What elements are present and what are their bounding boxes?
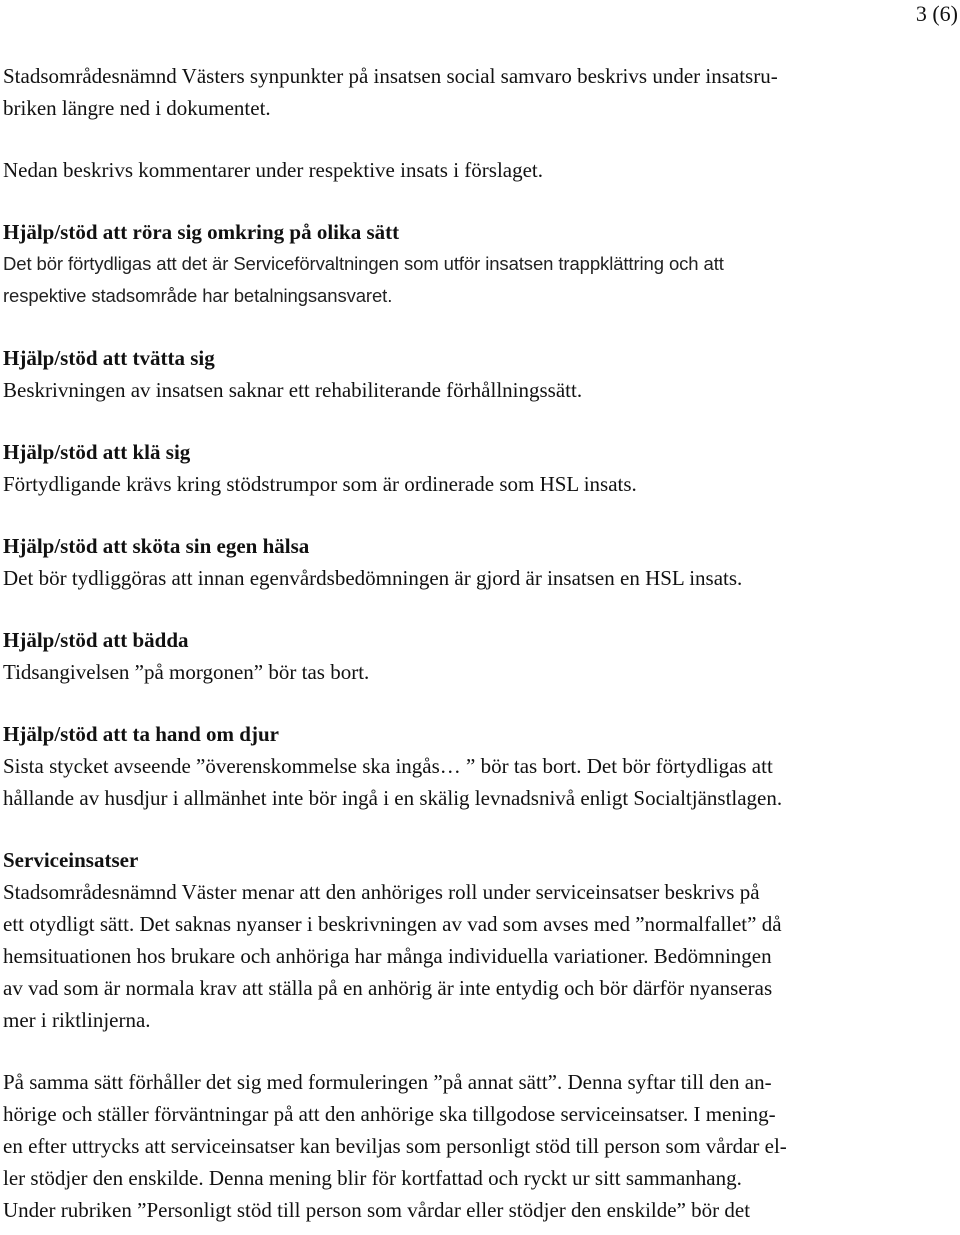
- paragraph-line: Stadsområdesnämnd Väster menar att den anhöriges roll under serviceinsatser beskrivs på: [3, 880, 760, 904]
- paragraph-line: Stadsområdesnämnd Västers synpunkter på insatsen social samvaro beskrivs under insatsru-: [3, 64, 778, 88]
- section-bed: [3, 624, 933, 688]
- paragraph-line: briken längre ned i dokumentet.: [3, 96, 271, 120]
- section-heading: Hjälp/stöd att ta hand om djur: [3, 722, 279, 746]
- paragraph-line: Beskrivningen av insatsen saknar ett rehabiliterande förhållningssätt.: [3, 378, 583, 402]
- document-body: [3, 60, 933, 1226]
- section-health: [3, 530, 933, 594]
- paragraph-line: Tidsangivelsen ”på morgonen” bör tas bort.: [3, 660, 370, 684]
- paragraph-line: Nedan beskrivs kommentarer under respektive insats i förslaget.: [3, 158, 544, 182]
- paragraph-line: hållande av husdjur i allmänhet inte bör ingå i en skälig levnadsnivå enligt Socialtjänstlagen.: [3, 786, 783, 810]
- section-move-around: [3, 216, 933, 312]
- page-number: 3 (6): [915, 1, 958, 26]
- paragraph-line: ler stödjer den enskilde. Denna mening blir för kortfattad och ryckt ur sitt sammanhang.: [3, 1166, 742, 1190]
- paragraph-line: respektive stadsområde har betalningsansvaret.: [3, 285, 393, 306]
- section-wash: [3, 342, 933, 406]
- paragraph-line: mer i riktlinjerna.: [3, 1008, 151, 1032]
- section-animals: [3, 718, 933, 814]
- section-heading: Hjälp/stöd att röra sig omkring på olika sätt: [3, 220, 400, 244]
- paragraph-line: en efter uttrycks att serviceinsatser kan beviljas som personligt stöd till person som vårdar el-: [3, 1134, 787, 1158]
- closing-paragraph: [3, 1066, 933, 1226]
- intro-paragraph: [3, 60, 933, 124]
- section-heading: Serviceinsatser: [3, 848, 139, 872]
- section-heading: Hjälp/stöd att bädda: [3, 628, 189, 652]
- paragraph-line: av vad som är normala krav att ställa på en anhörig är inte entydig och bör därför nyanseras: [3, 976, 773, 1000]
- section-service: [3, 844, 933, 1036]
- paragraph-line: Under rubriken ”Personligt stöd till person som vårdar eller stödjer den enskilde” bör det: [3, 1198, 751, 1222]
- paragraph-line: Det bör förtydligas att det är Serviceförvaltningen som utför insatsen trappklättring och att: [3, 253, 724, 274]
- paragraph-line: Sista stycket avseende ”överenskommelse ska ingås… ” bör tas bort. Det bör förtydligas att: [3, 754, 773, 778]
- paragraph-line: ett otydligt sätt. Det saknas nyanser i beskrivningen av vad som avses med ”normalfallet” då: [3, 912, 782, 936]
- paragraph-line: hemsituationen hos brukare och anhöriga har många individuella variationer. Bedömningen: [3, 944, 772, 968]
- paragraph-line: Förtydligande krävs kring stödstrumpor som är ordinerade som HSL insats.: [3, 472, 637, 496]
- paragraph-line: På samma sätt förhåller det sig med formuleringen ”på annat sätt”. Denna syftar till den an-: [3, 1070, 772, 1094]
- intro-paragraph-2: [3, 154, 933, 186]
- section-heading: Hjälp/stöd att klä sig: [3, 440, 191, 464]
- section-heading: Hjälp/stöd att sköta sin egen hälsa: [3, 534, 310, 558]
- section-dress: [3, 436, 933, 500]
- section-heading: Hjälp/stöd att tvätta sig: [3, 346, 215, 370]
- paragraph-line: Det bör tydliggöras att innan egenvårdsbedömningen är gjord är insatsen en HSL insats.: [3, 566, 743, 590]
- paragraph-line: hörige och ställer förväntningar på att den anhörige ska tillgodose serviceinsatser. I mening-: [3, 1102, 776, 1126]
